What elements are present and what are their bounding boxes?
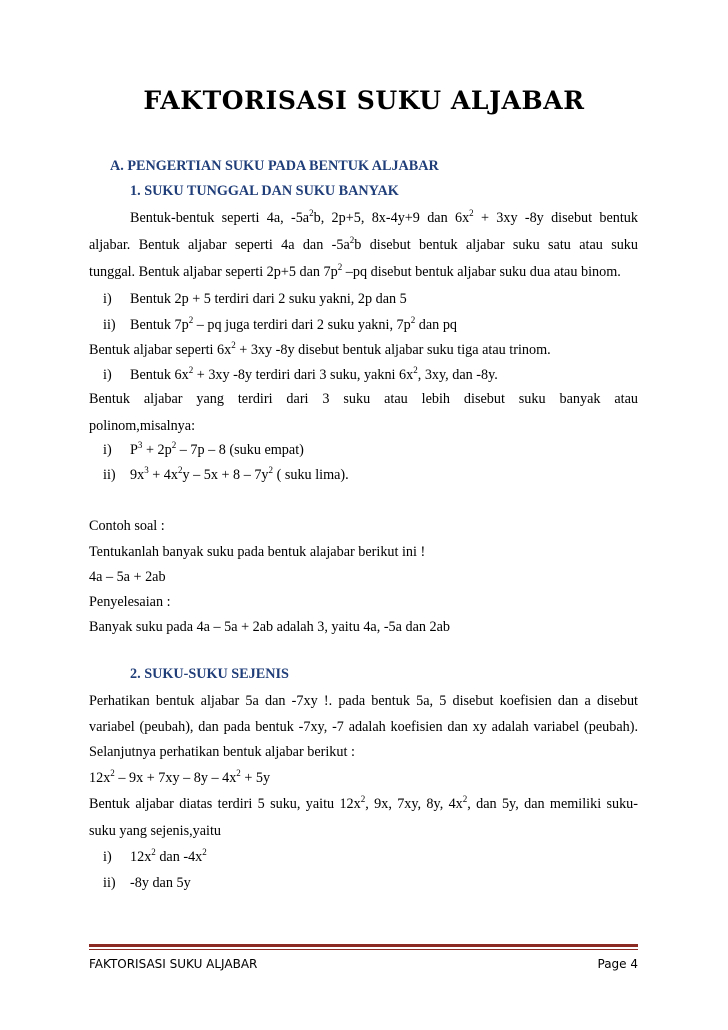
contoh-soal-question: Tentukanlah banyak suku pada bentuk alajabar berikut ini ! (89, 544, 426, 560)
penyelesaian-heading: Penyelesaian : (89, 594, 171, 610)
contoh-soal-heading: Contoh soal : (89, 518, 165, 534)
footer-page-number: Page 4 (597, 957, 638, 971)
list-4-item-i-marker: i) (103, 849, 112, 865)
trinom-line: Bentuk aljabar seperti $6x^2 + 3xy$ -8y disebut bentuk aljabar suku tiga atau trinom. (89, 340, 551, 358)
subsection-2-heading: 2. SUKU-SUKU SEJENIS (130, 666, 289, 682)
list-4-item-ii: -8y dan 5y (130, 875, 191, 891)
list-3-item-ii: $9x^3 + 4x^2y - 5x + 8 - 7y^2$ ( suku lima). (130, 465, 349, 483)
list-3-item-ii-marker: ii) (103, 467, 116, 483)
list-1-item-i-marker: i) (103, 291, 112, 307)
list-1-item-ii-marker: ii) (103, 317, 116, 333)
footer-title: FAKTORISASI SUKU ALJABAR (89, 957, 258, 971)
page-title: FAKTORISASI SUKU ALJABAR (143, 86, 585, 115)
paragraph-1-line-1: Bentuk-bentuk seperti 4a, $-5a^2b$, 2p+5, 8x-4y+9 dan $6x^2 + 3xy$ -8y disebut bentuk (130, 208, 638, 226)
list-4-item-i: $12x^2$ dan $-4x^2$ (130, 847, 207, 865)
paragraph-1-line-3: tunggal. Bentuk aljabar seperti 2p+5 dan $7p^2$ –pq disebut bentuk aljabar suku dua atau binom. (89, 262, 621, 280)
list-3-item-i: $P^3 + 2p^2 - 7p - 8$ (suku empat) (130, 440, 304, 458)
list-3-item-i-marker: i) (103, 442, 112, 458)
contoh-soal-expression: 4a – 5a + 2ab (89, 569, 166, 585)
paragraph-1-line-2: aljabar. Bentuk aljabar seperti 4a dan $-5a^2b$ disebut bentuk aljabar suku satu atau suku (89, 235, 638, 253)
paragraph-2-line-1: Perhatikan bentuk aljabar 5a dan -7xy !. pada bentuk 5a, 5 disebut koefisien dan a disebut (89, 693, 638, 709)
paragraph-2-line-6: suku yang sejenis,yaitu (89, 823, 222, 839)
list-4-item-ii-marker: ii) (103, 875, 116, 891)
section-a-heading: A. PENGERTIAN SUKU PADA BENTUK ALJABAR (110, 158, 439, 174)
list-2-item-i-marker: i) (103, 367, 112, 383)
footer-rule-thin (89, 949, 638, 950)
subsection-1-heading: 1. SUKU TUNGGAL DAN SUKU BANYAK (130, 183, 399, 199)
paragraph-2-expression: $12x^2 - 9x + 7xy - 8y - 4x^2 + 5y$ (89, 768, 271, 786)
list-1-item-ii: Bentuk $7p^2$ – pq juga terdiri dari 2 suku yakni, $7p^2$ dan pq (130, 315, 458, 333)
paragraph-2-line-5: Bentuk aljabar diatas terdiri 5 suku, yaitu $12x^2$, 9x, 7xy, 8y, $4x^2$, dan 5y, dan memiliki suku- (89, 794, 639, 812)
paragraph-2-line-3: Selanjutnya perhatikan bentuk aljabar berikut : (89, 744, 355, 760)
polinom-line-1: Bentuk aljabar yang terdiri dari 3 suku atau lebih disebut suku banyak atau (89, 391, 638, 407)
paragraph-2-line-2: variabel (peubah), dan pada bentuk -7xy, -7 adalah koefisien dan xy adalah variabel (peubah). (89, 719, 638, 735)
contoh-soal-answer: Banyak suku pada 4a – 5a + 2ab adalah 3, yaitu 4a, -5a dan 2ab (89, 619, 450, 635)
footer-rule-thick (89, 944, 638, 947)
polinom-line-2: polinom,misalnya: (89, 418, 196, 434)
list-2-item-i: Bentuk $6x^2 + 3xy$ -8y terdiri dari 3 suku, yakni $6x^2$, 3xy, dan -8y. (130, 365, 498, 383)
list-1-item-i: Bentuk 2p + 5 terdiri dari 2 suku yakni, 2p dan 5 (130, 291, 407, 307)
